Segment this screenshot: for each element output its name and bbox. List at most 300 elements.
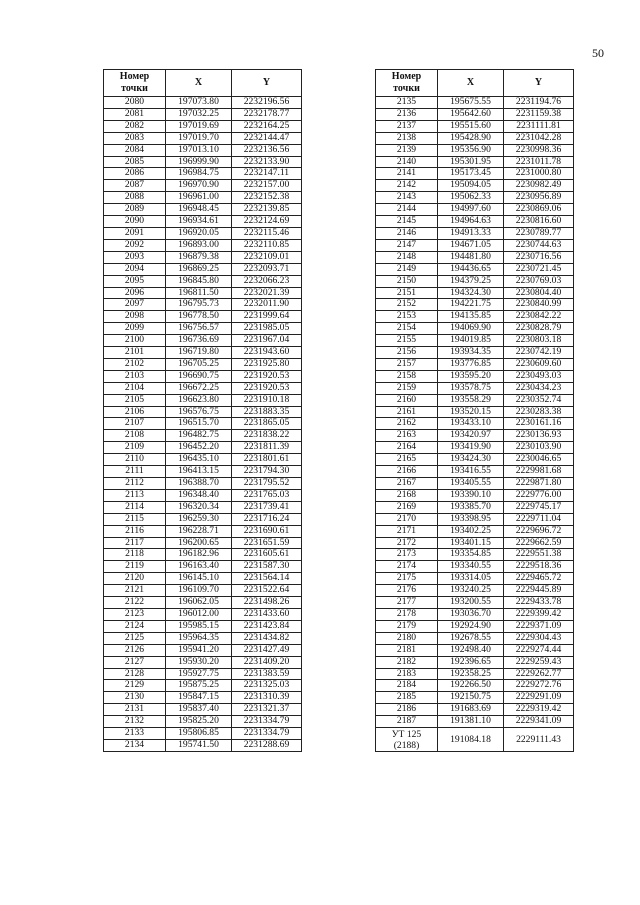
y-cell: 2229111.43 [504,728,574,752]
y-cell: 2231943.60 [232,347,302,359]
y-cell: 2231325.03 [232,680,302,692]
table-row [104,739,302,751]
y-cell: 2231288.69 [232,739,302,751]
y-cell: 2232124.69 [232,216,302,228]
y-cell: 2231111.81 [504,120,574,132]
x-cell: 197019.69 [166,120,232,132]
point-number-cell: 2082 [104,120,166,132]
x-cell: 193398.95 [438,513,504,525]
point-number-cell: 2174 [376,561,438,573]
table-row [104,585,302,597]
point-number-cell: 2173 [376,549,438,561]
point-number-cell: 2141 [376,168,438,180]
table-row [104,704,302,716]
point-number-cell: 2153 [376,311,438,323]
y-cell: 2231434.82 [232,632,302,644]
point-number-cell: 2157 [376,358,438,370]
x-cell: 195741.50 [166,739,232,751]
final-point-label-line2: (2188) [393,739,420,751]
x-cell: 196200.65 [166,537,232,549]
y-cell: 2230982.49 [504,180,574,192]
point-number-cell: 2096 [104,287,166,299]
y-cell: 2232144.47 [232,132,302,144]
point-number-cell: 2123 [104,608,166,620]
y-cell: 2232147.11 [232,168,302,180]
x-cell: 197073.80 [166,97,232,109]
table-row [104,454,302,466]
point-number-cell: 2109 [104,442,166,454]
point-number-cell: 2133 [104,728,166,740]
table-row [104,335,302,347]
y-cell: 2229711.04 [504,513,574,525]
x-cell: 194671.05 [438,239,504,251]
x-cell: 193354.85 [438,549,504,561]
y-cell: 2231011.78 [504,156,574,168]
final-point-label-line1: УТ 125 [391,728,422,740]
y-cell: 2231587.30 [232,561,302,573]
y-cell: 2231801.61 [232,454,302,466]
y-cell: 2232115.46 [232,227,302,239]
table-row [376,632,574,644]
y-cell: 2232011.90 [232,299,302,311]
point-number-cell: 2091 [104,227,166,239]
point-number-cell: 2111 [104,466,166,478]
point-number-cell: 2088 [104,192,166,204]
point-number-cell: 2177 [376,597,438,609]
y-cell: 2229745.17 [504,501,574,513]
point-number-cell: 2140 [376,156,438,168]
point-number-cell: 2104 [104,382,166,394]
y-cell: 2232136.56 [232,144,302,156]
table-row [104,108,302,120]
point-number-cell: 2107 [104,418,166,430]
table-row [376,418,574,430]
y-cell: 2231433.60 [232,608,302,620]
point-number-cell: 2154 [376,323,438,335]
x-cell: 196413.15 [166,466,232,478]
table-row [104,680,302,692]
y-cell: 2230840.99 [504,299,574,311]
x-cell: 191683.69 [438,704,504,716]
y-cell: 2231765.03 [232,489,302,501]
point-number-cell: 2166 [376,466,438,478]
table-row [376,620,574,632]
x-cell: 195356.90 [438,144,504,156]
x-cell: 196879.38 [166,251,232,263]
y-cell: 2232133.90 [232,156,302,168]
table-row [376,239,574,251]
y-cell: 2230721.45 [504,263,574,275]
y-cell: 2229551.38 [504,549,574,561]
table-row-final-point [376,728,574,752]
point-number-cell: 2113 [104,489,166,501]
x-cell: 196869.25 [166,263,232,275]
point-number-cell: 2148 [376,251,438,263]
x-cell: 196623.80 [166,394,232,406]
table-row [104,644,302,656]
x-cell: 195094.05 [438,180,504,192]
x-cell: 194481.80 [438,251,504,263]
table-row [376,537,574,549]
y-cell: 2230998.36 [504,144,574,156]
y-cell: 2229871.80 [504,478,574,490]
point-number-cell: 2186 [376,704,438,716]
point-number-cell: 2158 [376,370,438,382]
point-number-cell: 2144 [376,204,438,216]
point-number-cell: 2136 [376,108,438,120]
table-row [104,323,302,335]
x-cell: 193200.55 [438,597,504,609]
header-y: Y [232,70,302,97]
x-cell: 195825.20 [166,716,232,728]
table-row [104,192,302,204]
x-cell: 197019.70 [166,132,232,144]
point-number-cell: 2175 [376,573,438,585]
point-number-cell: 2115 [104,513,166,525]
y-cell: 2230161.16 [504,418,574,430]
x-cell: 196845.80 [166,275,232,287]
x-cell: 196811.50 [166,287,232,299]
point-number-cell: 2102 [104,358,166,370]
header-point-number [104,70,166,97]
point-number-cell: 2095 [104,275,166,287]
y-cell: 2232152.38 [232,192,302,204]
table-row [376,323,574,335]
x-cell: 196893.00 [166,239,232,251]
table-row [104,561,302,573]
x-cell: 195875.25 [166,680,232,692]
point-number-cell: 2129 [104,680,166,692]
x-cell: 193419.90 [438,442,504,454]
x-cell: 196999.90 [166,156,232,168]
x-cell: 196920.05 [166,227,232,239]
y-cell: 2229371.09 [504,620,574,632]
y-cell: 2230283.38 [504,406,574,418]
table-row [376,227,574,239]
y-cell: 2231883.35 [232,406,302,418]
y-cell: 2229291.09 [504,692,574,704]
point-number-cell: 2134 [104,739,166,751]
point-number-cell: 2152 [376,299,438,311]
y-cell: 2229262.77 [504,668,574,680]
y-cell: 2229662.59 [504,537,574,549]
table-row [104,97,302,109]
table-row [104,406,302,418]
table-row [376,97,574,109]
table-row [376,251,574,263]
table-row [376,311,574,323]
table-row [104,620,302,632]
table-row [104,263,302,275]
point-number-cell: 2112 [104,478,166,490]
x-cell: 196062.05 [166,597,232,609]
x-cell: 193385.70 [438,501,504,513]
x-cell: 196778.50 [166,311,232,323]
y-cell: 2231795.52 [232,478,302,490]
x-cell: 197013.10 [166,144,232,156]
x-cell: 194324.30 [438,287,504,299]
y-cell: 2231042.28 [504,132,574,144]
point-number-cell: 2085 [104,156,166,168]
point-number-cell: 2168 [376,489,438,501]
point-number-cell: 2138 [376,132,438,144]
table-row [376,644,574,656]
point-number-cell: 2128 [104,668,166,680]
x-cell: 193240.25 [438,585,504,597]
header-y: Y [504,70,574,97]
point-number-cell: 2116 [104,525,166,537]
table-row [376,549,574,561]
y-cell: 2230046.65 [504,454,574,466]
point-number-cell: 2149 [376,263,438,275]
x-cell: 195428.90 [438,132,504,144]
header-point-line2: точки [393,83,420,94]
y-cell: 2231967.04 [232,335,302,347]
coordinates-table-right [375,69,574,752]
x-cell: 194997.60 [438,204,504,216]
point-number-cell [376,728,438,752]
table-row [376,263,574,275]
table-row [104,180,302,192]
point-number-cell: 2182 [376,656,438,668]
y-cell: 2231427.49 [232,644,302,656]
x-cell: 196948.45 [166,204,232,216]
table-row [104,656,302,668]
x-cell: 196012.00 [166,608,232,620]
x-cell: 192150.75 [438,692,504,704]
x-cell: 194436.65 [438,263,504,275]
table-row [104,204,302,216]
point-number-cell: 2180 [376,632,438,644]
y-cell: 2231865.05 [232,418,302,430]
table-row [376,442,574,454]
x-cell: 193401.15 [438,537,504,549]
y-cell: 2231999.64 [232,311,302,323]
y-cell: 2232139.85 [232,204,302,216]
point-number-cell: 2126 [104,644,166,656]
point-number-cell: 2167 [376,478,438,490]
table-row [104,227,302,239]
x-cell: 196795.73 [166,299,232,311]
x-cell: 195837.40 [166,704,232,716]
y-cell: 2231383.59 [232,668,302,680]
table-row [376,406,574,418]
y-cell: 2231739.41 [232,501,302,513]
x-cell: 193776.85 [438,358,504,370]
point-number-cell: 2169 [376,501,438,513]
table-row [376,608,574,620]
point-number-cell: 2092 [104,239,166,251]
y-cell: 2229518.36 [504,561,574,573]
x-cell: 195806.85 [166,728,232,740]
x-cell: 195927.75 [166,668,232,680]
table-row [104,537,302,549]
table-row [104,597,302,609]
table-row [104,275,302,287]
point-number-cell: 2097 [104,299,166,311]
point-number-cell: 2093 [104,251,166,263]
x-cell: 193314.05 [438,573,504,585]
x-cell: 192396.65 [438,656,504,668]
y-cell: 2231321.37 [232,704,302,716]
table-row [104,632,302,644]
x-cell: 192498.40 [438,644,504,656]
y-cell: 2230804.40 [504,287,574,299]
point-number-cell: 2165 [376,454,438,466]
table-row [104,501,302,513]
x-cell: 196576.75 [166,406,232,418]
y-cell: 2230103.90 [504,442,574,454]
point-number-cell: 2110 [104,454,166,466]
y-cell: 2229341.09 [504,716,574,728]
table-row [104,132,302,144]
point-number-cell: 2130 [104,692,166,704]
x-cell: 193420.97 [438,430,504,442]
x-cell: 195985.15 [166,620,232,632]
table-row [376,668,574,680]
y-cell: 2230769.03 [504,275,574,287]
table-row [376,192,574,204]
point-number-cell: 2151 [376,287,438,299]
point-number-cell: 2120 [104,573,166,585]
x-cell: 191084.18 [438,728,504,752]
point-number-cell: 2132 [104,716,166,728]
point-number-cell: 2178 [376,608,438,620]
point-number-cell: 2159 [376,382,438,394]
header-row [104,70,302,97]
x-cell: 196163.40 [166,561,232,573]
x-cell: 196690.75 [166,370,232,382]
point-number-cell: 2105 [104,394,166,406]
x-cell: 196934.61 [166,216,232,228]
table-row [376,108,574,120]
y-cell: 2230716.56 [504,251,574,263]
point-number-cell: 2184 [376,680,438,692]
table-row [376,561,574,573]
table-row [376,216,574,228]
x-cell: 193402.25 [438,525,504,537]
point-number-cell: 2156 [376,347,438,359]
y-cell: 2232196.56 [232,97,302,109]
table-row [376,597,574,609]
y-cell: 2230869.06 [504,204,574,216]
point-number-cell: 2127 [104,656,166,668]
x-cell: 196228.71 [166,525,232,537]
y-cell: 2231194.76 [504,97,574,109]
point-number-cell: 2162 [376,418,438,430]
point-number-cell: 2147 [376,239,438,251]
table-row [376,466,574,478]
point-number-cell: 2139 [376,144,438,156]
y-cell: 2231498.26 [232,597,302,609]
y-cell: 2229696.72 [504,525,574,537]
table-row [376,180,574,192]
y-cell: 2232109.01 [232,251,302,263]
table-row [104,478,302,490]
table-row [376,656,574,668]
y-cell: 2229319.42 [504,704,574,716]
table-row [376,454,574,466]
table-row [104,120,302,132]
y-cell: 2229272.76 [504,680,574,692]
y-cell: 2230828.79 [504,323,574,335]
y-cell: 2231811.39 [232,442,302,454]
table-row [104,347,302,359]
point-number-cell: 2183 [376,668,438,680]
x-cell: 195675.55 [438,97,504,109]
table-row [376,573,574,585]
table-row [104,370,302,382]
x-cell: 195515.60 [438,120,504,132]
point-number-cell: 2125 [104,632,166,644]
header-point-line1: Номер [391,71,422,82]
x-cell: 192924.90 [438,620,504,632]
table-row [104,466,302,478]
point-number-cell: 2124 [104,620,166,632]
x-cell: 195930.20 [166,656,232,668]
point-number-cell: 2160 [376,394,438,406]
table-row [376,394,574,406]
x-cell: 195301.95 [438,156,504,168]
table-row [104,549,302,561]
x-cell: 196145.10 [166,573,232,585]
point-number-cell: 2176 [376,585,438,597]
x-cell: 196672.25 [166,382,232,394]
table-row [104,239,302,251]
table-row [104,430,302,442]
x-cell: 196961.00 [166,192,232,204]
point-number-cell: 2187 [376,716,438,728]
table-row [104,418,302,430]
header-point-number [376,70,438,97]
x-cell: 192358.25 [438,668,504,680]
table-row [104,311,302,323]
table-row [376,204,574,216]
x-cell: 195173.45 [438,168,504,180]
y-cell: 2231159.38 [504,108,574,120]
point-number-cell: 2122 [104,597,166,609]
x-cell: 196736.69 [166,335,232,347]
x-cell: 196984.75 [166,168,232,180]
y-cell: 2229433.78 [504,597,574,609]
x-cell: 194019.85 [438,335,504,347]
table-row [376,680,574,692]
x-cell: 195964.35 [166,632,232,644]
x-cell: 193558.29 [438,394,504,406]
y-cell: 2231925.80 [232,358,302,370]
point-number-cell: 2161 [376,406,438,418]
y-cell: 2232157.00 [232,180,302,192]
point-number-cell: 2117 [104,537,166,549]
table-row [376,168,574,180]
table-row [104,692,302,704]
y-cell: 2230609.60 [504,358,574,370]
y-cell: 2231334.79 [232,728,302,740]
x-cell: 196182.96 [166,549,232,561]
y-cell: 2230956.89 [504,192,574,204]
table-row [376,692,574,704]
point-number-cell: 2135 [376,97,438,109]
x-cell: 196259.30 [166,513,232,525]
point-number-cell: 2145 [376,216,438,228]
x-cell: 196320.34 [166,501,232,513]
x-cell: 194913.33 [438,227,504,239]
y-cell: 2229304.43 [504,632,574,644]
y-cell: 2232110.85 [232,239,302,251]
point-number-cell: 2103 [104,370,166,382]
table-row [104,513,302,525]
table-row [104,216,302,228]
